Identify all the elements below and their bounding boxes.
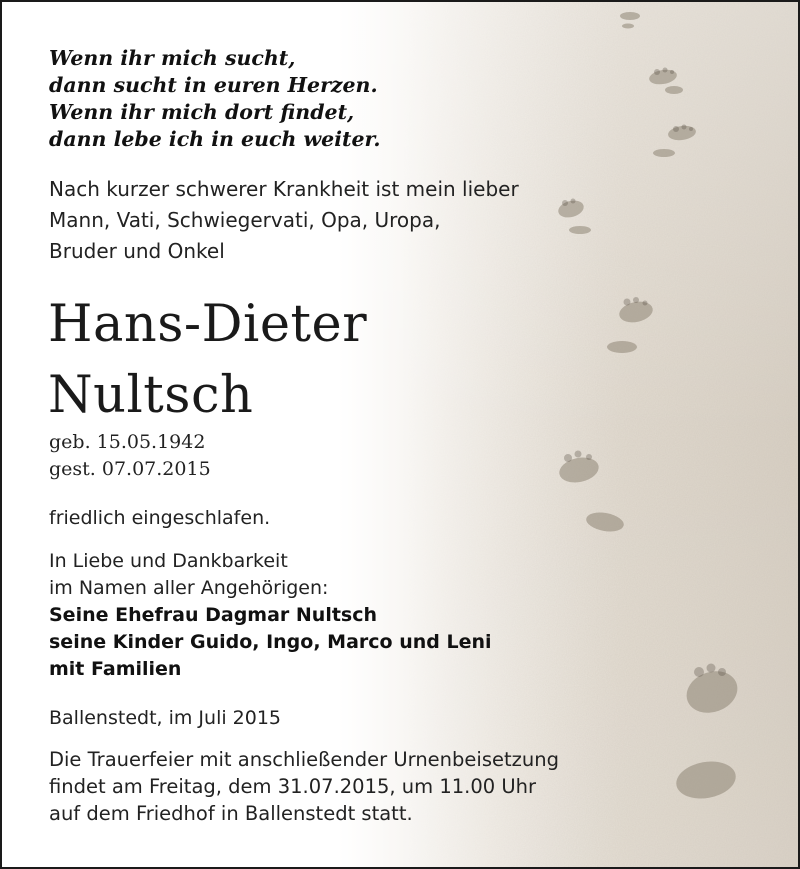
poem-line: Wenn ihr mich sucht, [49,46,296,70]
funeral-line: findet am Freitag, dem 31.07.2015, um 11.00 Uhr [49,775,537,798]
intro-line: Nach kurzer schwerer Krankheit ist mein lieber [49,177,519,201]
mourners-line: im Namen aller Angehörigen: [49,577,329,599]
intro-line: Bruder und Onkel [49,239,225,263]
deceased-last-name: Nultsch [48,366,254,425]
funeral-line: auf dem Friedhof in Ballenstedt statt. [49,802,413,825]
life-dates [49,429,211,483]
place-date [49,705,281,732]
place-date-line: Ballenstedt, im Juli 2015 [49,707,282,729]
poem [49,45,381,153]
poem-line: dann lebe ich in euch weiter. [49,127,381,151]
funeral-line: Die Trauerfeier mit anschließender Urnenbeisetzung [49,748,559,771]
passing-text [49,505,270,532]
mourners [49,548,492,683]
poem-line: Wenn ihr mich dort findet, [49,100,355,124]
notice-content [2,2,800,869]
intro-line: Mann, Vati, Schwiegervati, Opa, Uropa, [49,208,441,232]
mourner-children: seine Kinder Guido, Ingo, Marco und Leni [49,631,492,653]
poem-line: dann sucht in euren Herzen. [49,73,378,97]
deceased-first-name: Hans-Dieter [48,295,368,354]
funeral-info [49,746,559,827]
passing-line: friedlich eingeschlafen. [49,507,271,529]
deceased-name [48,289,367,431]
birth-date: geb. 15.05.1942 [49,431,206,453]
mourners-line: In Liebe und Dankbarkeit [49,550,288,572]
death-date: gest. 07.07.2015 [49,458,211,480]
mourner-families: mit Familien [49,658,182,680]
mourner-spouse: Seine Ehefrau Dagmar Nultsch [49,604,378,626]
intro-text [49,174,519,267]
